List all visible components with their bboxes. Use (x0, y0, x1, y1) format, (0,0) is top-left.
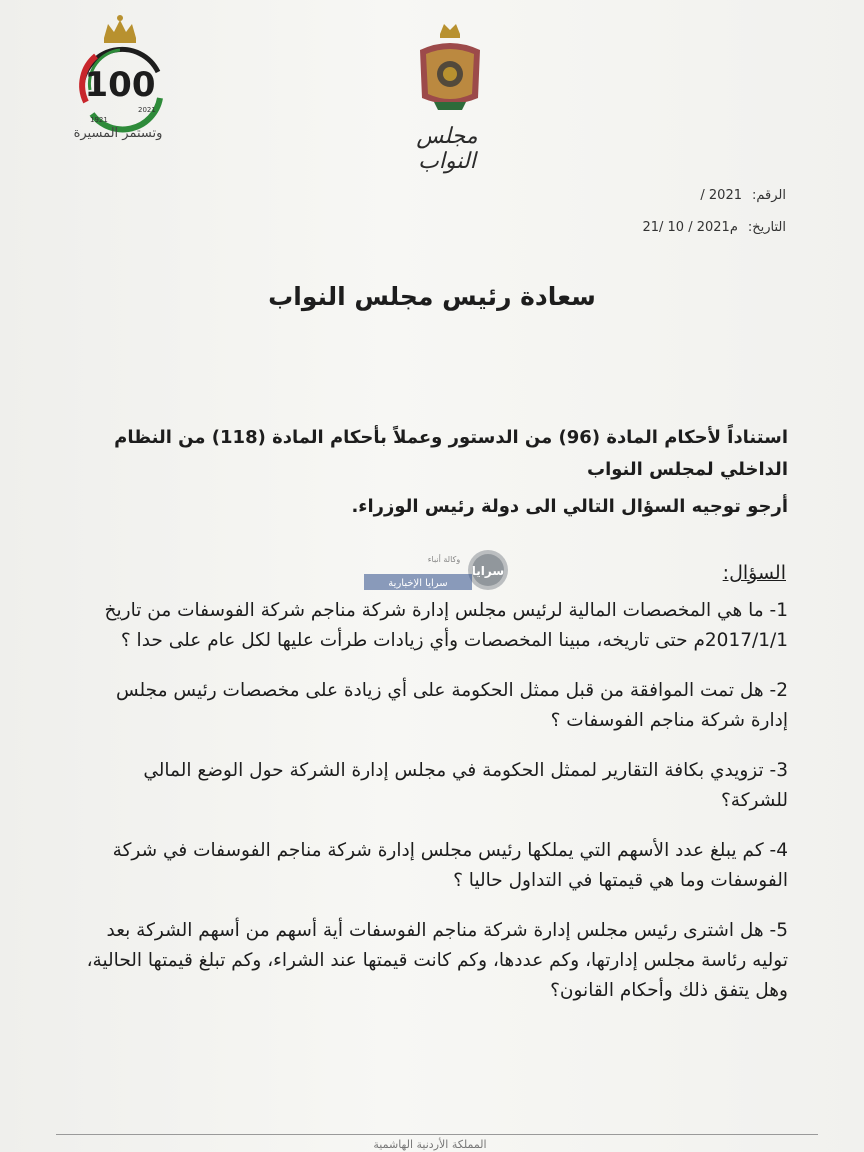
watermark-name: سرايا الإخبارية (388, 578, 448, 589)
reference-value: / 2021 (700, 188, 742, 203)
crown-icon (104, 15, 136, 43)
watermark-agency: وكالة أنباء (427, 555, 461, 564)
centenary-year-start: 1921 (90, 116, 108, 124)
request-paragraph: أرجو توجيه السؤال التالي الى دولة رئيس الوزراء. (351, 496, 788, 517)
royal-emblem-icon (412, 20, 488, 112)
question-item: 3- تزويدي بكافة التقارير لممثل الحكومة في مجلس إدارة الشركة حول الوضع المالي للشركة؟ (143, 760, 788, 811)
house-name: مجلس النواب (416, 124, 478, 174)
centenary-year-end: 2021 (138, 106, 156, 114)
centenary-tagline: وتستمر المسيرة (73, 126, 163, 141)
date-row (642, 220, 786, 235)
questions-heading: السؤال: (722, 562, 786, 584)
question-item: 2- هل تمت الموافقة من قبل ممثل الحكومة على أي زيادة على مخصصات رئيس مجلس إدارة شركة مناجم الفوسفات ؟ (115, 680, 788, 731)
footer-divider (56, 1134, 818, 1135)
news-watermark (356, 548, 516, 598)
centenary-number: 100 (84, 65, 156, 105)
question-item: 1- ما هي المخصصات المالية لرئيس مجلس إدارة شركة مناجم شركة الفوسفات من تاريخ 2017/1/1م حتى تاريخه، مبينا المخصصات وأي زيادات طرأت عليها لكل عام على حدا ؟ (104, 600, 788, 651)
question-item: 4- كم يبلغ عدد الأسهم التي يملكها رئيس مجلس إدارة شركة مناجم الفوسفات في شركة الفوسفات وما هي قيمتها في التداول حاليا ؟ (112, 840, 788, 891)
reference-row (700, 188, 786, 203)
reference-label: الرقم: (752, 188, 786, 203)
salutation-heading: سعادة رئيس مجلس النواب (268, 282, 596, 311)
question-item: 5- هل اشترى رئيس مجلس إدارة شركة مناجم الفوسفات أية أسهم من أسهم الشركة بعد توليه رئاسة مجلس إدارتها، وكم عددها، وكم كانت قيمتها عند الشراء، وكم تبلغ قيمتها الحالية، وهل يتفق ذلك وأحكام القانون؟ (86, 920, 788, 1001)
questions-list (76, 596, 788, 1026)
watermark-brand: سرايا (471, 564, 505, 578)
date-label: التاريخ: (747, 220, 786, 235)
date-value: 21/ 10 / 2021م (642, 220, 738, 235)
intro-paragraph: استناداً لأحكام المادة (96) من الدستور وعملاً بأحكام المادة (118) من النظام الداخلي لمجلس النواب (114, 427, 788, 480)
footer-text: المملكة الأردنية الهاشمية (373, 1138, 487, 1151)
